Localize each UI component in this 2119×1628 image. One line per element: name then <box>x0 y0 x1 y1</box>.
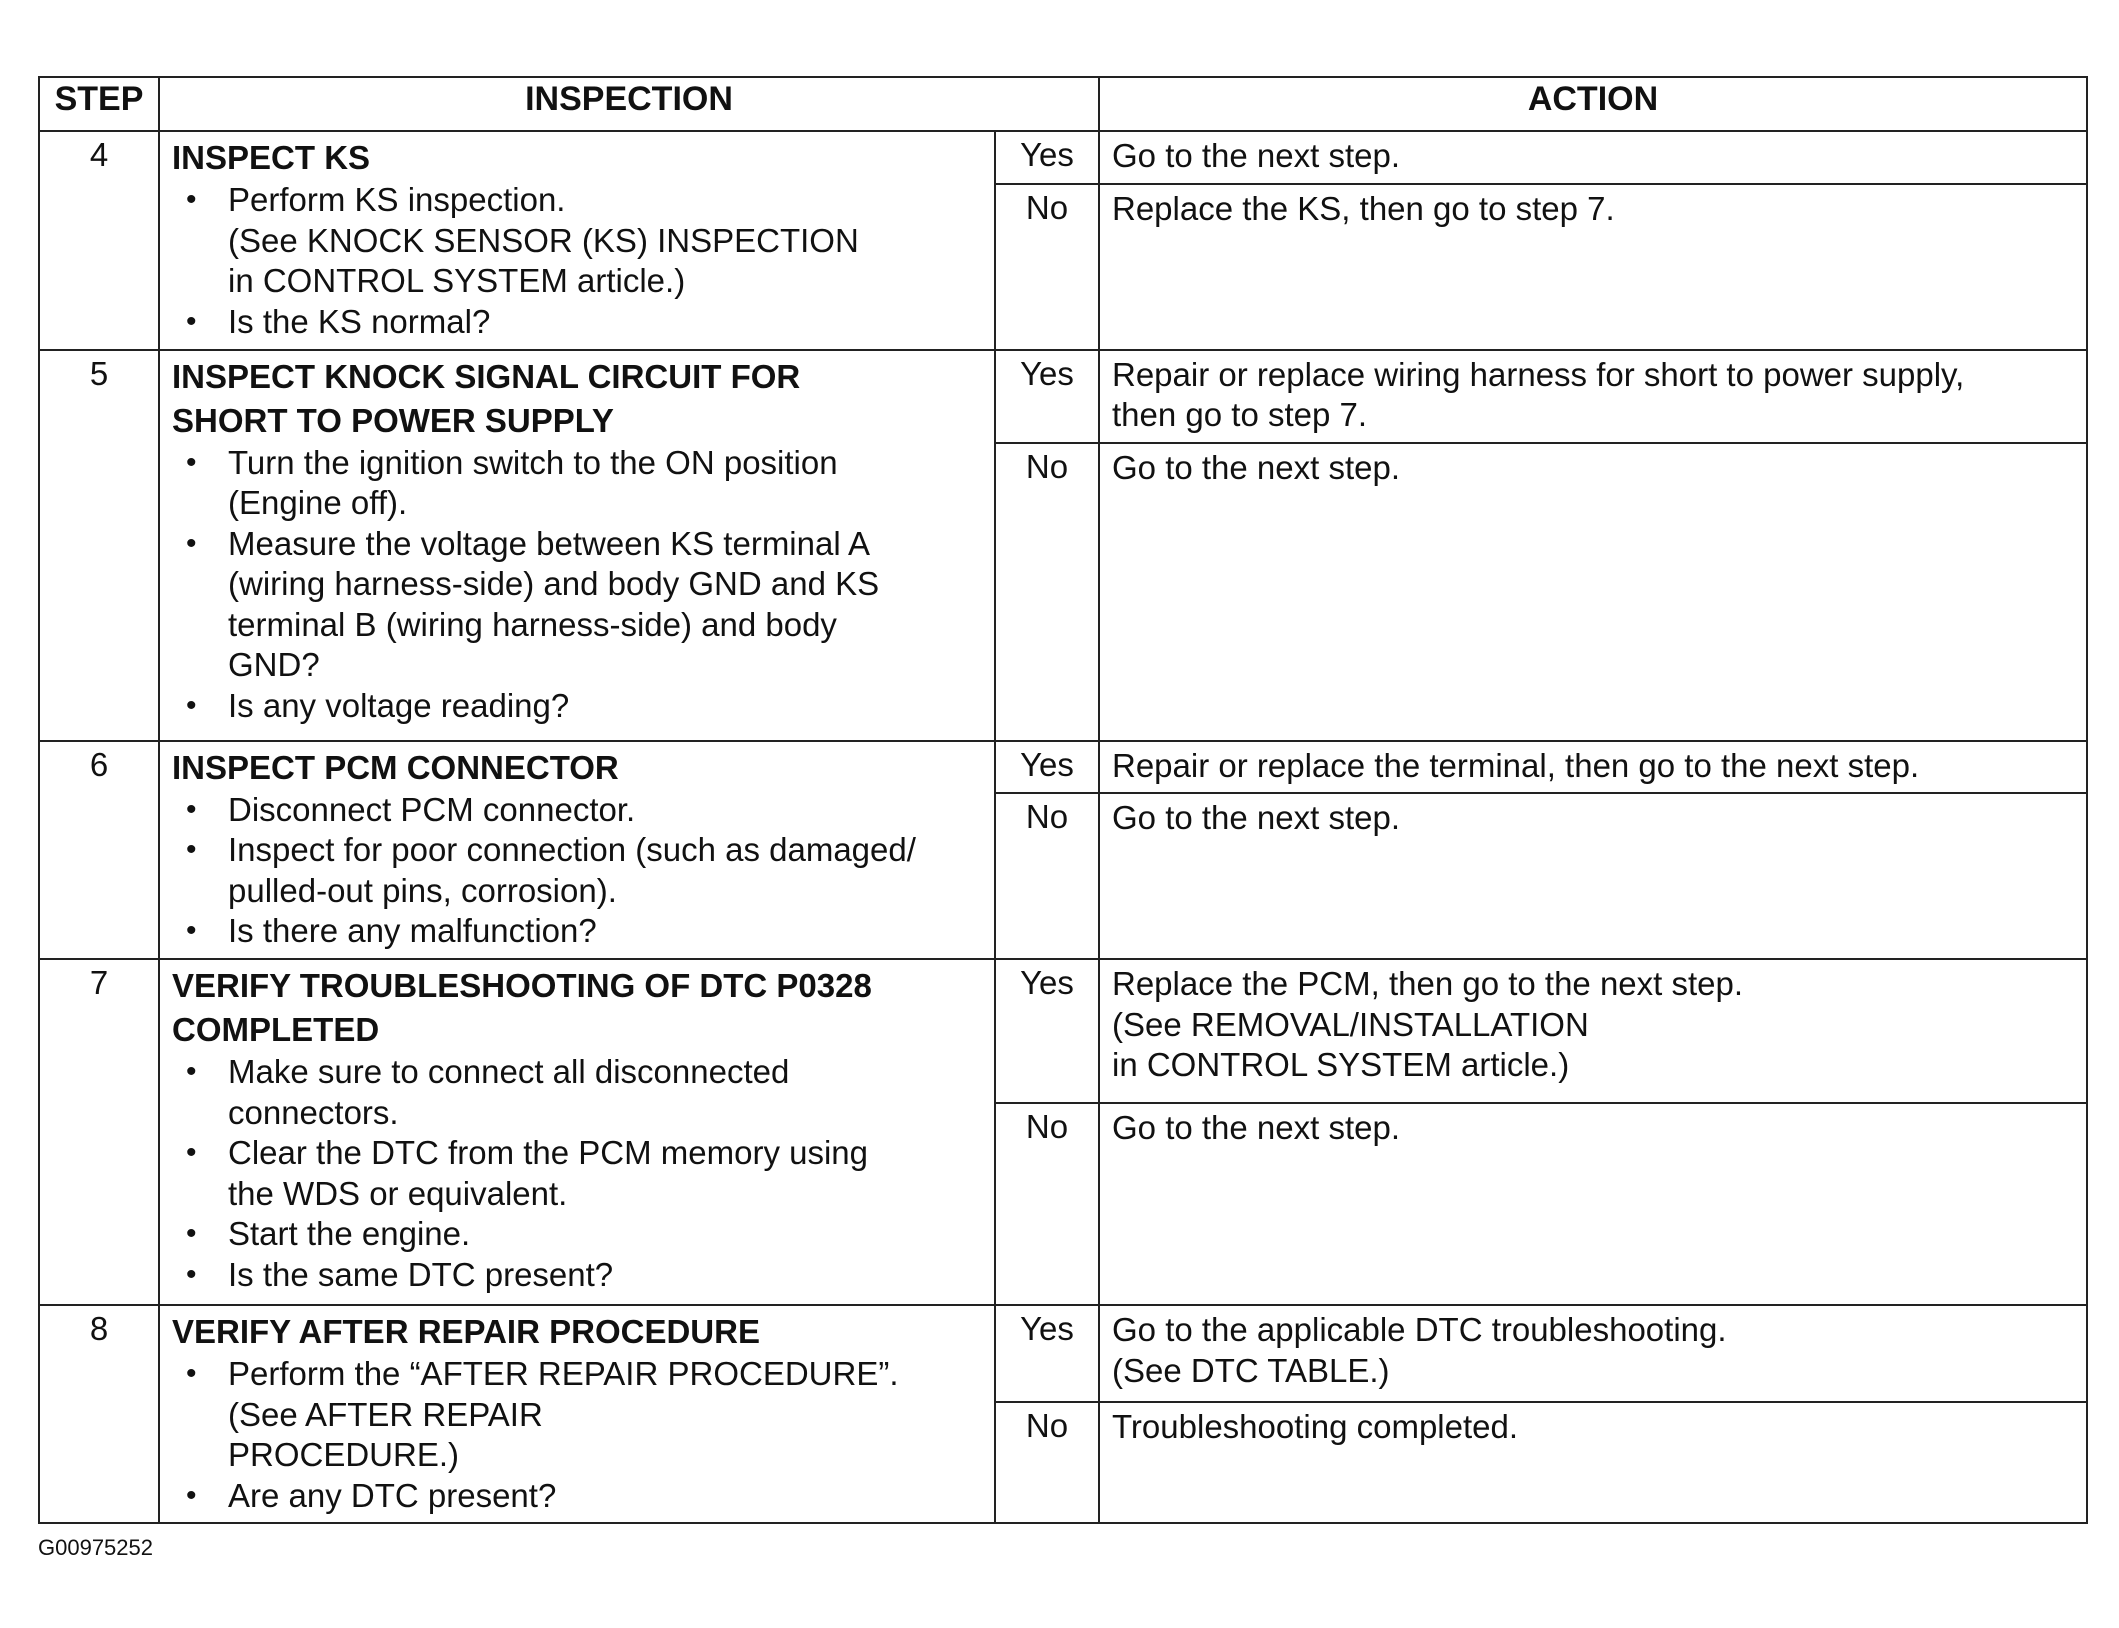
bullet-item: • Is any voltage reading? <box>228 686 984 727</box>
inspection-cell <box>159 131 995 350</box>
inspection-title: INSPECT KS <box>172 139 371 176</box>
inspection-title: INSPECT KNOCK SIGNAL CIRCUIT FOR SHORT TO POWER SUPPLY <box>172 357 801 439</box>
no-action: Replace the KS, then go to step 7. <box>1099 184 2087 350</box>
bullet-item: • Perform KS inspection. (See KNOCK SENSOR (KS) INSPECTION in CONTROL SYSTEM article.) <box>228 180 984 302</box>
step-4-group <box>39 131 2087 350</box>
inspection-title: INSPECT PCM CONNECTOR <box>172 748 619 786</box>
no-action: Troubleshooting completed. <box>1099 1402 2087 1523</box>
step-number: 4 <box>39 131 159 350</box>
step-5-group <box>39 350 2087 741</box>
yes-action: Replace the PCM, then go to the next step. (See REMOVAL/INSTALLATION in CONTROL SYSTEM article.) <box>1099 959 2087 1103</box>
inspection-cell <box>159 350 995 741</box>
inspection-cell <box>159 1305 995 1523</box>
step-5-yes-row <box>39 350 2087 443</box>
step-number: 5 <box>39 350 159 741</box>
bullet-item: • Is the KS normal? <box>228 302 984 343</box>
step-number: 8 <box>39 1305 159 1523</box>
troubleshooting-table <box>38 76 2088 1524</box>
step-7-yes-row <box>39 959 2087 1103</box>
yes-label: Yes <box>995 1305 1099 1402</box>
bullet-item: • Perform the “AFTER REPAIR PROCEDURE”. (See AFTER REPAIR PROCEDURE.) <box>228 1354 984 1476</box>
bullet-item: • Is there any malfunction? <box>228 911 984 952</box>
bullet-item: • Turn the ignition switch to the ON position (Engine off). <box>228 443 984 524</box>
bullet-item: • Measure the voltage between KS terminal A (wiring harness-side) and body GND and KS terminal B (wiring harness-side) and body GND? <box>228 524 984 686</box>
header-row <box>39 77 2087 131</box>
step-7-group <box>39 959 2087 1305</box>
yes-action: Repair or replace wiring harness for short to power supply, then go to step 7. <box>1099 350 2087 443</box>
inspection-title: VERIFY TROUBLESHOOTING OF DTC P0328 COMPLETED <box>172 967 872 1048</box>
bullet-item: • Inspect for poor connection (such as damaged/ pulled-out pins, corrosion). <box>228 830 984 911</box>
step-6-group <box>39 741 2087 960</box>
inspection-header: INSPECTION <box>159 77 1099 131</box>
inspection-bullets <box>172 443 984 727</box>
no-action: Go to the next step. <box>1099 1103 2087 1305</box>
inspection-cell <box>159 741 995 960</box>
inspection-bullets <box>172 1354 984 1516</box>
no-action: Go to the next step. <box>1099 443 2087 741</box>
no-label: No <box>995 184 1099 350</box>
no-label: No <box>995 1103 1099 1305</box>
bullet-item: • Are any DTC present? <box>228 1476 984 1517</box>
step-8-yes-row <box>39 1305 2087 1402</box>
bullet-item: • Clear the DTC from the PCM memory using the WDS or equivalent. <box>228 1133 984 1214</box>
inspection-bullets <box>172 790 984 952</box>
yes-action: Go to the applicable DTC troubleshooting. (See DTC TABLE.) <box>1099 1305 2087 1402</box>
yes-action: Repair or replace the terminal, then go to the next step. <box>1099 741 2087 794</box>
yes-action: Go to the next step. <box>1099 131 2087 184</box>
no-action: Go to the next step. <box>1099 793 2087 959</box>
bullet-item: • Make sure to connect all disconnected connectors. <box>228 1052 984 1133</box>
figure-code: G00975252 <box>38 1535 153 1560</box>
yes-label: Yes <box>995 959 1099 1103</box>
no-label: No <box>995 1402 1099 1523</box>
step-header: STEP <box>39 77 159 131</box>
yes-label: Yes <box>995 131 1099 184</box>
step-number: 7 <box>39 959 159 1305</box>
no-label: No <box>995 443 1099 741</box>
inspection-title: VERIFY AFTER REPAIR PROCEDURE <box>172 1313 760 1350</box>
yes-label: Yes <box>995 741 1099 794</box>
step-8-group <box>39 1305 2087 1523</box>
yes-label: Yes <box>995 350 1099 443</box>
step-6-yes-row <box>39 741 2087 794</box>
bullet-item: • Start the engine. <box>228 1214 984 1255</box>
inspection-cell <box>159 959 995 1305</box>
inspection-bullets <box>172 1052 984 1295</box>
bullet-item: • Disconnect PCM connector. <box>228 790 984 831</box>
bullet-item: • Is the same DTC present? <box>228 1255 984 1296</box>
step-number: 6 <box>39 741 159 960</box>
no-label: No <box>995 793 1099 959</box>
inspection-bullets <box>172 180 984 342</box>
action-header: ACTION <box>1099 77 2087 131</box>
step-4-yes-row <box>39 131 2087 184</box>
